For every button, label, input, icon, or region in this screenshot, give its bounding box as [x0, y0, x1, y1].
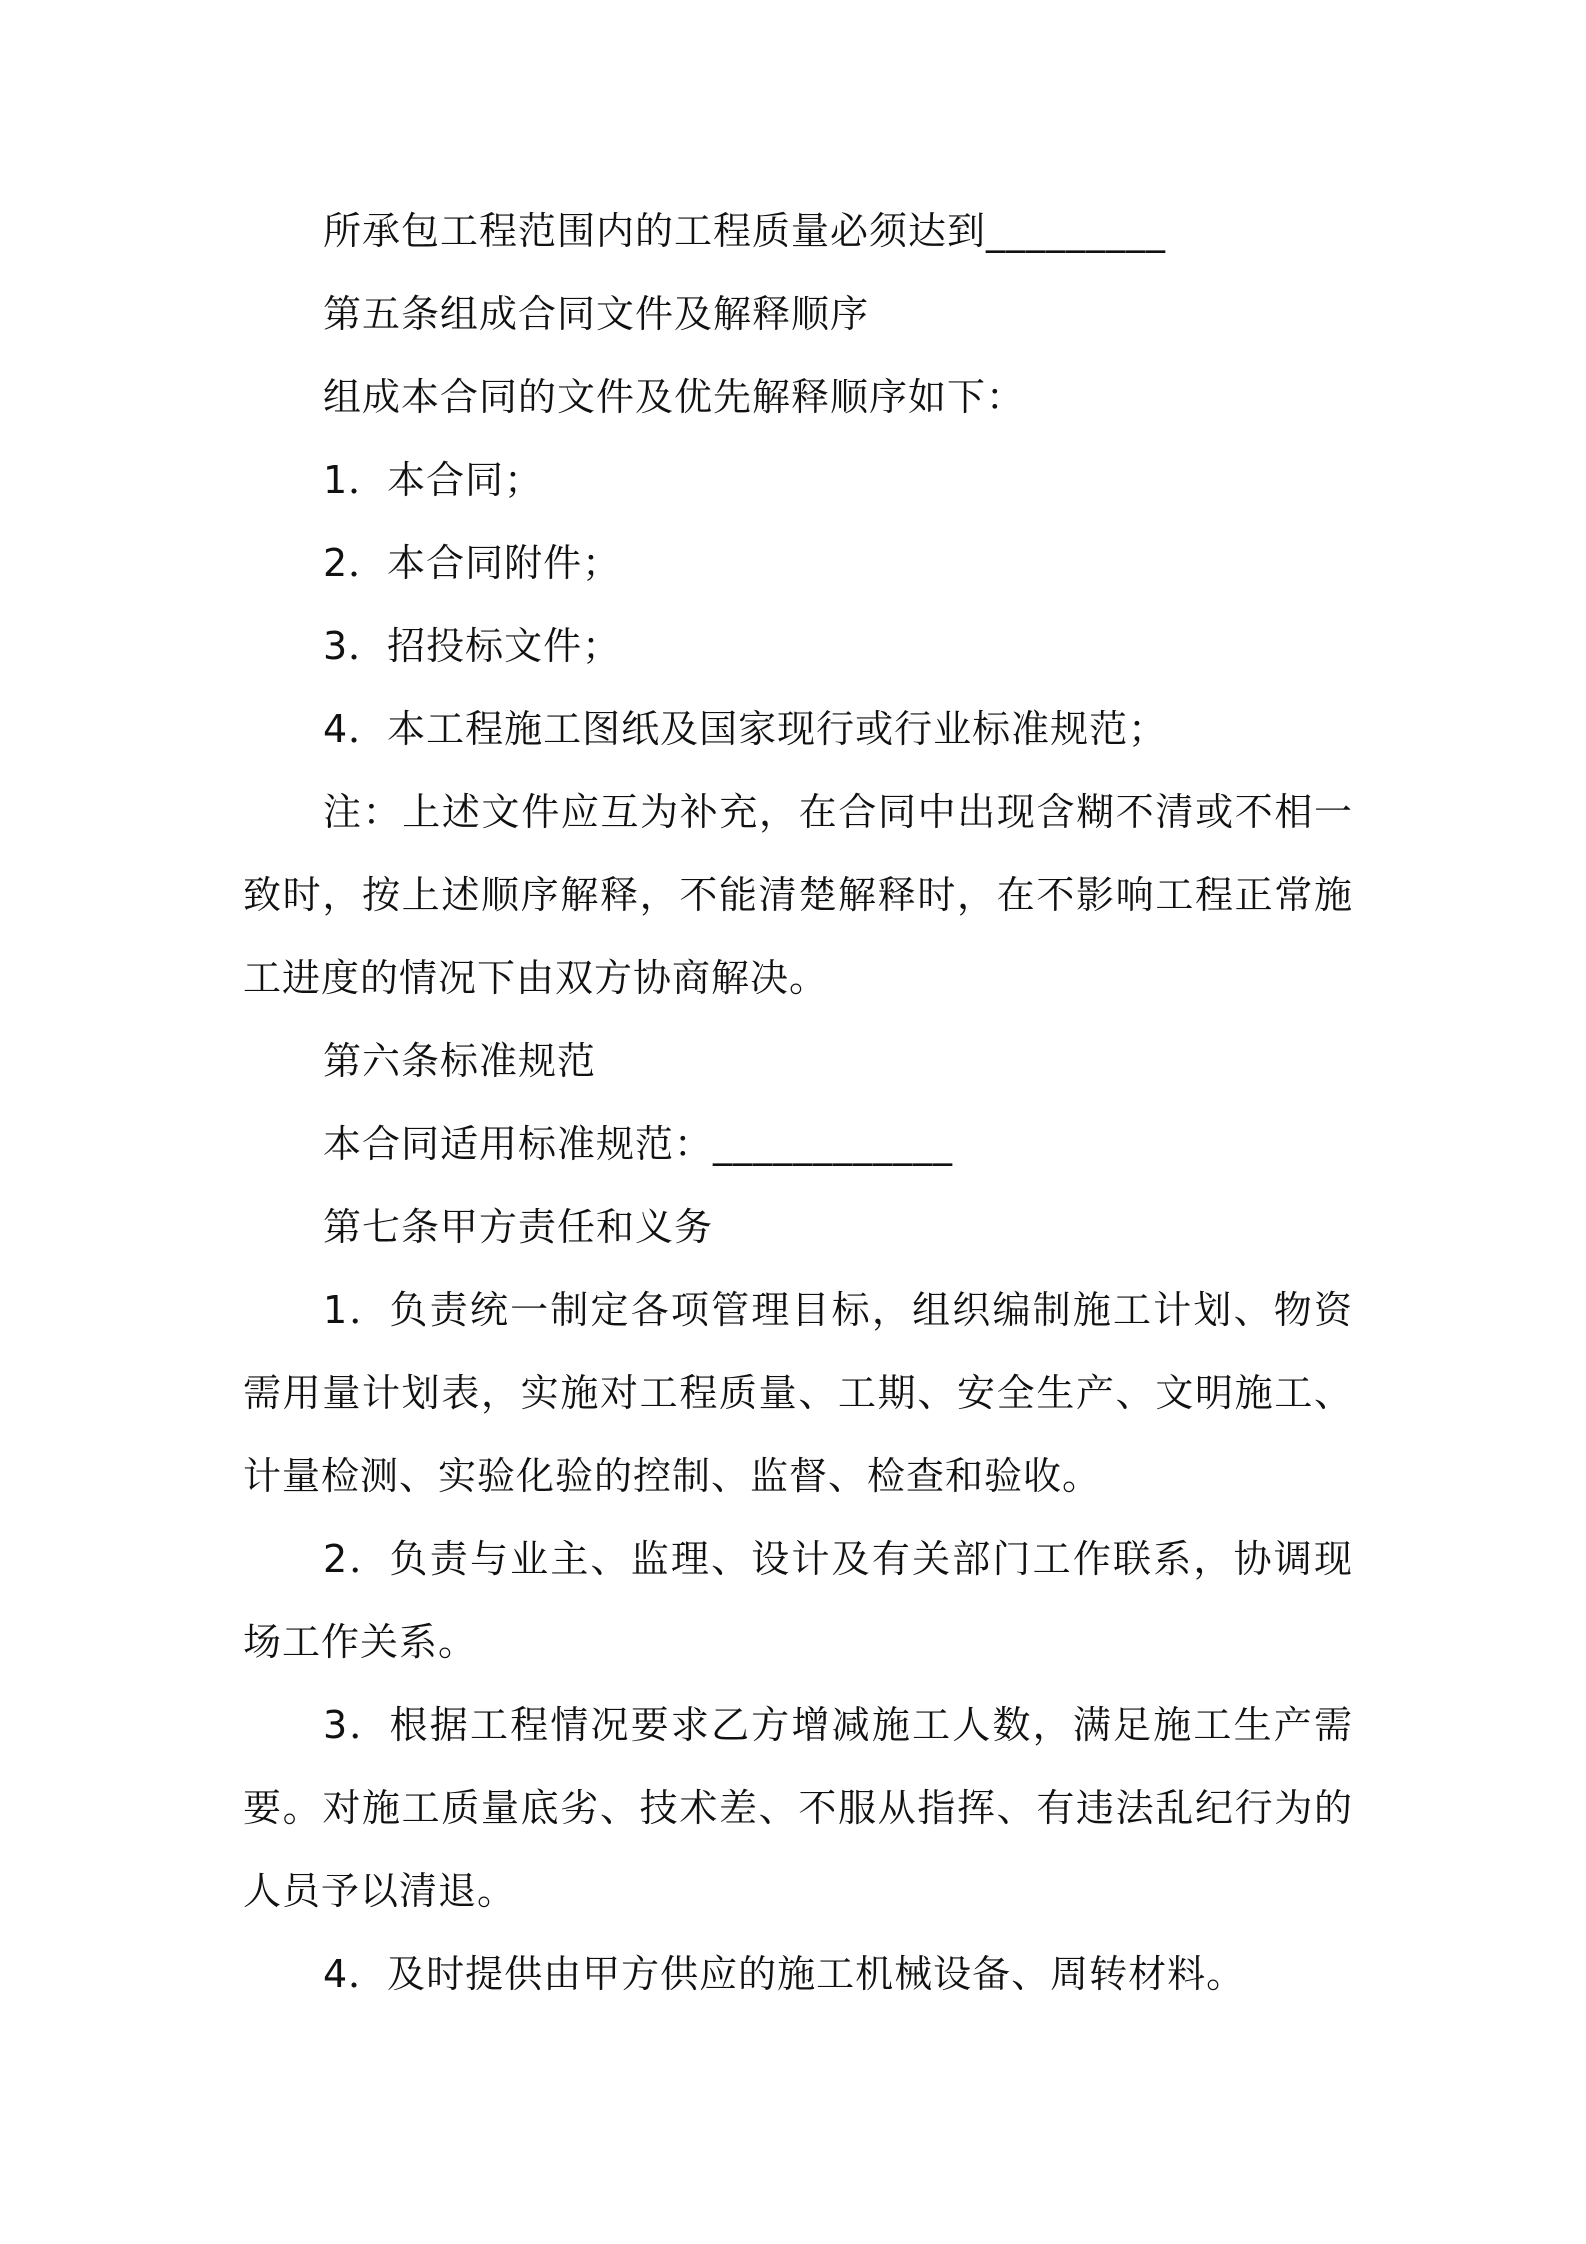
duty-2-line-2: 场工作关系。	[243, 1620, 478, 1664]
duty-1-line-3: 计量检测、实验化验的控制、监督、检查和验收。	[243, 1454, 1102, 1498]
duty-2-line-1: 2．负责与业主、监理、设计及有关部门工作联系，协调现	[323, 1537, 1353, 1581]
duty-3-line-3: 人员予以清退。	[243, 1869, 517, 1913]
note-line-3: 工进度的情况下由双方协商解决。	[243, 956, 829, 1000]
article-6-heading: 第六条标准规范	[323, 1039, 597, 1083]
list-item-4-drawings-standards: 4．本工程施工图纸及国家现行或行业标准规范；	[323, 707, 1168, 751]
note-line-2: 致时，按上述顺序解释，不能清楚解释时，在不影响工程正常施	[243, 873, 1353, 917]
list-item-1-contract: 1．本合同；	[323, 458, 544, 502]
duty-1-line-2: 需用量计划表，实施对工程质量、工期、安全生产、文明施工、	[243, 1371, 1353, 1415]
text-line-quality-requirement: 所承包工程范围内的工程质量必须达到_________	[323, 209, 1167, 253]
duty-4-line-1: 4．及时提供由甲方供应的施工机械设备、周转材料。	[323, 1952, 1246, 1996]
article-7-heading: 第七条甲方责任和义务	[323, 1205, 714, 1249]
text-line-document-order-intro: 组成本合同的文件及优先解释顺序如下：	[323, 375, 1026, 419]
duty-1-line-1: 1．负责统一制定各项管理目标，组织编制施工计划、物资	[323, 1288, 1353, 1332]
duty-3-line-2: 要。对施工质量底劣、技术差、不服从指挥、有违法乱纪行为的	[243, 1786, 1353, 1830]
duty-3-line-1: 3．根据工程情况要求乙方增减施工人数，满足施工生产需	[323, 1703, 1353, 1747]
note-line-1: 注：上述文件应互为补充，在合同中出现含糊不清或不相一	[323, 790, 1353, 834]
list-item-3-tender-documents: 3．招投标文件；	[323, 624, 622, 668]
list-item-2-attachments: 2．本合同附件；	[323, 541, 622, 585]
text-line-applicable-standards: 本合同适用标准规范：____________	[323, 1122, 954, 1166]
article-5-heading: 第五条组成合同文件及解释顺序	[323, 292, 870, 336]
